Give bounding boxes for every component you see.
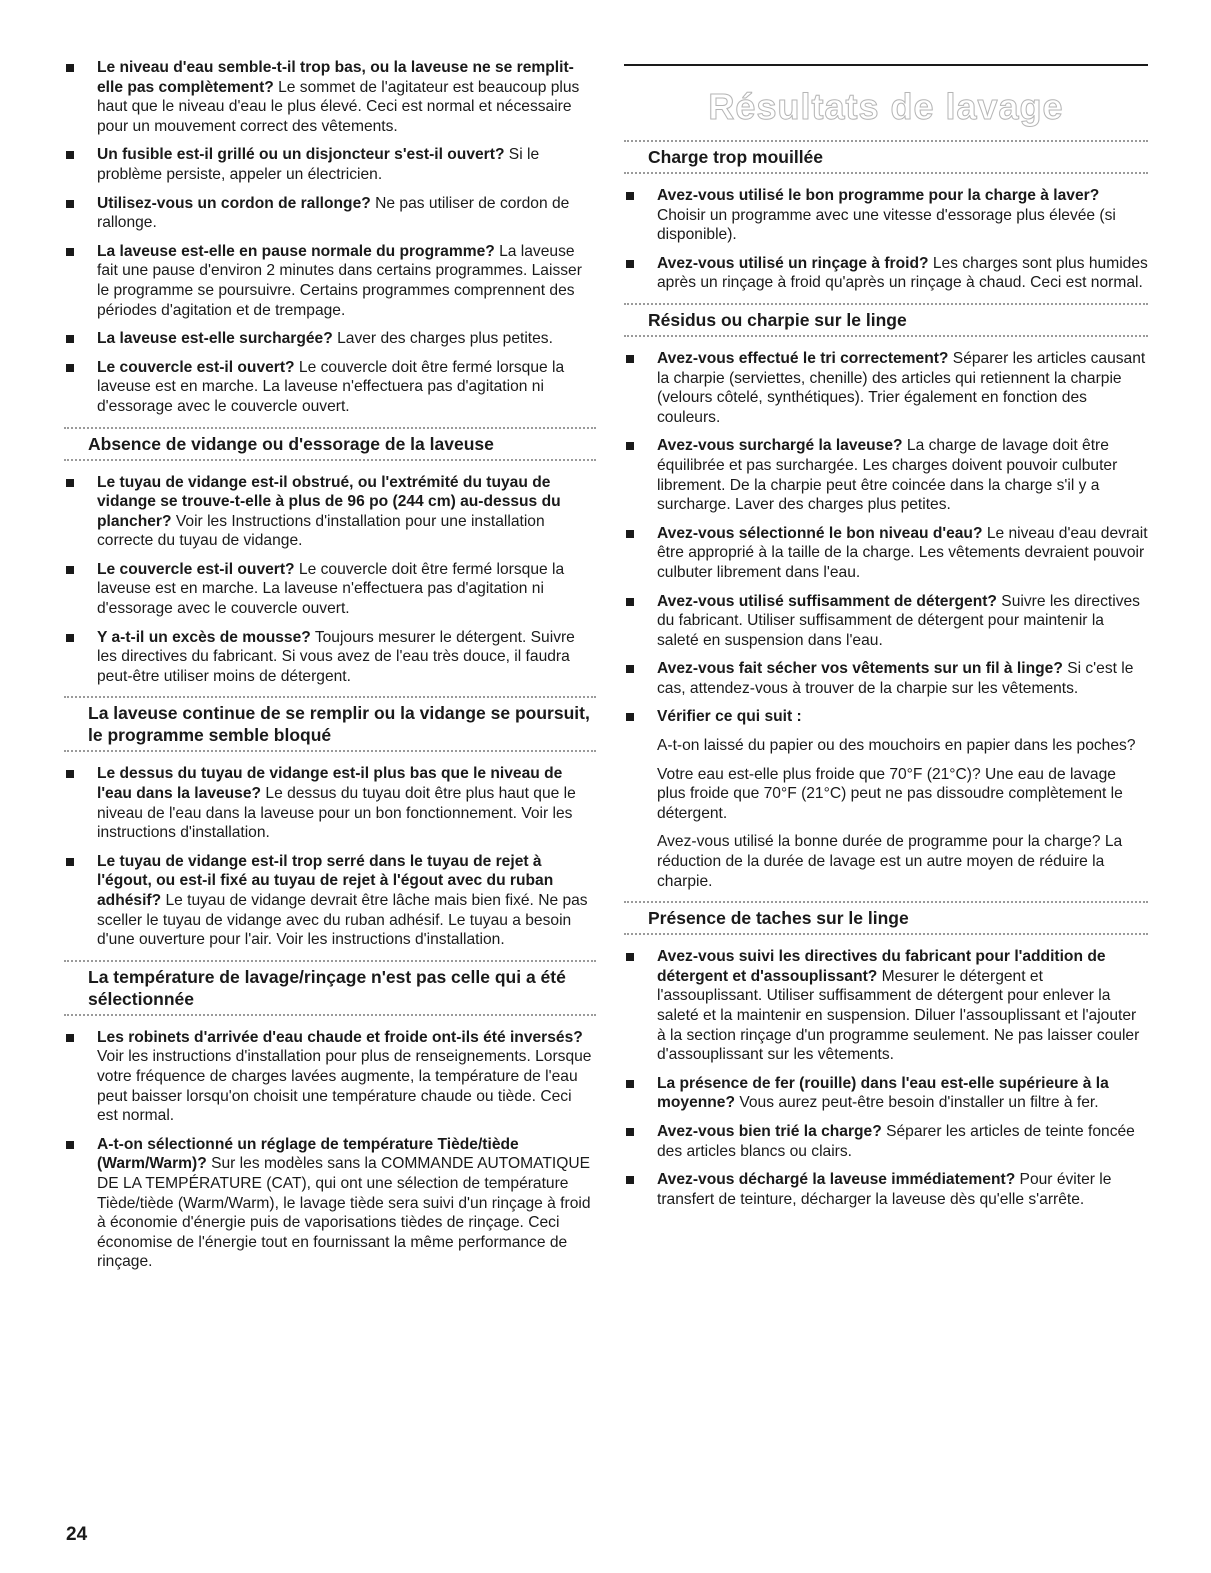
list-item <box>64 358 596 417</box>
item-question: Le niveau d'eau semble-t-il trop bas, ou la laveuse ne se remplit-elle pas complètement? <box>97 59 574 96</box>
list-item <box>624 524 1148 583</box>
item-question: Avez-vous utilisé un rinçage à froid? <box>657 254 929 272</box>
list-item <box>64 560 596 619</box>
bullet-icon <box>66 364 74 372</box>
item-question: Avez-vous sélectionné le bon niveau d'eau? <box>657 524 983 542</box>
item-question: La laveuse est-elle en pause normale du programme? <box>97 242 495 260</box>
bullet-icon <box>66 566 74 574</box>
list-item <box>64 1028 596 1126</box>
item-answer: Toujours mesurer le détergent. Suivre les directives du fabricant. Si vous avez de l'eau très douce, il faudra peut-être utiliser moins de détergent. <box>97 628 575 685</box>
section-heading-temperature <box>64 960 596 1016</box>
item-answer: Ne pas utiliser de cordon de rallonge. <box>97 194 570 232</box>
divider <box>64 1014 596 1016</box>
item-question: Avez-vous utilisé le bon programme pour la charge à laver? <box>657 187 1100 204</box>
list-item <box>624 947 1148 1065</box>
item-answer: Le niveau d'eau devrait être approprié à la taille de la charge. Les vêtements devraient pouvoir culbuter librement dans l'eau. <box>657 524 1148 581</box>
list-item <box>624 592 1148 651</box>
item-answer: Suivre les directives du fabricant. Utiliser suffisamment de détergent pour maintenir la saleté en suspension dans l'eau. <box>657 592 1140 649</box>
item-question: Utilisez-vous un cordon de rallonge? <box>97 194 371 212</box>
bullet-icon <box>66 248 74 256</box>
bullet-icon <box>66 770 74 778</box>
section-title: La température de lavage/rinçage n'est pas celle qui a été sélectionnée <box>88 966 566 1009</box>
bullet-icon <box>66 1141 74 1149</box>
paragraph: A-t-on laissé du papier ou des mouchoirs en papier dans les poches? <box>657 737 1136 755</box>
group-right-a <box>624 186 1148 293</box>
bullet-icon <box>66 335 74 343</box>
item-question: Le tuyau de vidange est-il trop serré dans le tuyau de rejet à l'égout, ou est-il fixé au tuyau de rejet à l'égout avec du ruban adhésif? <box>97 852 554 909</box>
item-answer: Le couvercle doit être fermé lorsque la laveuse est en marche. La laveuse n'effectuera pas d'agitation ni d'essorage avec le couvercle ouvert. <box>97 560 565 618</box>
item-question: Avez-vous déchargé la laveuse immédiatement? <box>657 1171 1016 1189</box>
item-question: A-t-on sélectionné un réglage de température Tiède/tiède (Warm/Warm)? <box>97 1135 519 1173</box>
item-question: Le couvercle est-il ouvert? <box>97 358 295 376</box>
bullet-icon <box>626 598 634 606</box>
item-answer: Laver des charges plus petites. <box>332 330 553 348</box>
list-item <box>64 329 596 349</box>
bullet-icon <box>66 64 74 72</box>
group-left-d <box>64 1028 596 1272</box>
bullet-icon <box>626 260 634 268</box>
item-answer: Si le problème persiste, appeler un électricien. <box>97 146 540 183</box>
section-heading-wet <box>624 140 1148 174</box>
list-item <box>624 349 1148 427</box>
bullet-icon <box>626 665 634 673</box>
bullet-icon <box>66 479 74 487</box>
item-answer: La charge de lavage doit être équilibrée et pas surchargée. Les charges doivent pouvoir culbuter librement. De la charpie peut être coincée dans la charge s'il y a surcharge. Laver des charges plus petites. <box>657 437 1118 514</box>
bullet-icon <box>66 200 74 208</box>
divider <box>624 172 1148 174</box>
list-item <box>624 436 1148 514</box>
group-left-b <box>64 473 596 687</box>
top-rule <box>624 64 1148 66</box>
section-title: Présence de taches sur le linge <box>648 908 909 929</box>
divider <box>624 933 1148 935</box>
section-heading-lint <box>624 303 1148 337</box>
section-title: Charge trop mouillée <box>648 147 824 167</box>
list-item <box>64 628 596 687</box>
item-answer: Voir les Instructions d'installation pour une installation correcte du tuyau de vidange. <box>97 512 545 550</box>
item-answer: Mesurer le détergent et l'assouplissant. Utiliser suffisamment de détergent pour enlever la saleté et la maintenir en suspension. Diluer l'assouplissant et l'ajouter à la section rinçage d'un programme seulement. Ne pas laisser couler d'assouplissant sur les vêtements. <box>657 967 1140 1064</box>
item-answer: Si c'est le cas, attendez-vous à trouver de la charpie sur les vêtements. <box>657 660 1134 697</box>
item-answer: La laveuse fait une pause d'environ 2 minutes dans certains programmes. Laisser le programme se poursuivre. Certains programmes comprennent des périodes d'agitation et de trempage. <box>97 242 582 319</box>
group-right-c <box>624 947 1148 1209</box>
section-title: Absence de vidange ou d'essorage de la laveuse <box>88 433 494 454</box>
item-question: Un fusible est-il grillé ou un disjoncteur s'est-il ouvert? <box>97 146 505 164</box>
bullet-icon <box>66 634 74 642</box>
list-item <box>64 852 596 950</box>
banner-title: Résultats de lavage <box>708 86 1064 127</box>
item-question: Avez-vous surchargé la laveuse? <box>657 437 903 455</box>
item-question: Y a-t-il un excès de mousse? <box>97 628 311 646</box>
item-question: Le couvercle est-il ouvert? <box>97 560 295 578</box>
bullet-icon <box>626 530 634 538</box>
list-item <box>624 1074 1148 1113</box>
item-question: Avez-vous effectué le tri correctement? <box>657 349 949 367</box>
group-left-c <box>64 764 596 949</box>
item-question: Avez-vous suivi les directives du fabricant pour l'addition de détergent et d'assouplissant? <box>657 948 1106 985</box>
section-heading-drain <box>64 427 596 461</box>
item-question: La laveuse est-elle surchargée? <box>97 330 333 348</box>
list-item <box>624 1170 1148 1209</box>
paragraph: Votre eau est-elle plus froide que 70°F (21°C)? Une eau de lavage plus froide que 70°F (21°C) peut ne pas dissoudre complètement le détergent. <box>657 765 1123 822</box>
list-item <box>624 254 1148 293</box>
bullet-icon <box>626 1128 634 1136</box>
section-heading-stains <box>624 901 1148 935</box>
item-answer: Séparer les articles de teinte foncée des articles blancs ou clairs. <box>657 1122 1135 1160</box>
item-question: La présence de fer (rouille) dans l'eau est-elle supérieure à la moyenne? <box>657 1074 1109 1112</box>
bullet-icon <box>626 1176 634 1184</box>
list-item <box>64 242 596 320</box>
item-question: Avez-vous bien trié la charge? <box>657 1122 882 1140</box>
section-title: La laveuse continue de se remplir ou la vidange se poursuit, le programme semble bloqué <box>88 703 590 746</box>
item-question: Le tuyau de vidange est-il obstrué, ou l'extrémité du tuyau de vidange se trouve-t-elle à plus de 96 po (244 cm) au-dessus du plancher? <box>97 473 561 530</box>
bullet-icon <box>626 1080 634 1088</box>
list-item <box>64 58 596 136</box>
item-answer: Le sommet de l'agitateur est beaucoup plus haut que le niveau d'eau le plus élevé. Ceci est normal et nécessaire pour un mouvement correct des vêtements. <box>97 78 580 135</box>
right-column <box>624 64 1148 1218</box>
item-answer: Les charges sont plus humides après un rinçage à froid qu'après un rinçage à chaud. Ceci est normal. <box>657 254 1148 292</box>
divider <box>64 459 596 461</box>
item-answer: Pour éviter le transfert de teinture, décharger la laveuse dès qu'elle s'arrête. <box>657 1171 1112 1208</box>
item-answer: Le couvercle doit être fermé lorsque la laveuse est en marche. La laveuse n'effectuera pas d'agitation ni d'essorage avec le couvercle ouvert. <box>97 358 565 415</box>
bullet-icon <box>626 355 634 363</box>
bullet-icon <box>66 1034 74 1042</box>
bullet-icon <box>66 858 74 866</box>
item-question: Avez-vous fait sécher vos vêtements sur un fil à linge? <box>657 660 1063 678</box>
item-answer: Vous aurez peut-être besoin d'installer un filtre à fer. <box>734 1094 1099 1112</box>
bullet-icon <box>626 953 634 961</box>
item-question: Les robinets d'arrivée d'eau chaude et froide ont-ils été inversés? <box>97 1028 583 1046</box>
section-heading-fill <box>64 696 596 752</box>
list-item <box>624 659 1148 698</box>
item-answer: Sur les modèles sans la COMMANDE AUTOMATIQUE DE LA TEMPÉRATURE (CAT), qui ont une sélection de température Tiède/tiède (Warm/Warm), le lavage tiède sera suivi d'un rinçage à froid à économie d'énergie puis de vaporisations tièdes de rinçage. Ceci économise de l'énergie tout en fournissant la même performance de rinçage. <box>97 1155 591 1271</box>
page-number: 24 <box>66 1524 88 1545</box>
group-right-b-paras <box>624 736 1148 891</box>
bullet-icon <box>626 442 634 450</box>
bullet-icon <box>66 151 74 159</box>
item-question: Vérifier ce qui suit : <box>657 708 802 726</box>
item-question: Le dessus du tuyau de vidange est-il plus bas que le niveau de l'eau dans la laveuse? <box>97 765 563 803</box>
list-item <box>64 194 596 233</box>
list-item <box>624 1122 1148 1161</box>
item-answer: Le dessus du tuyau doit être plus haut que le niveau de l'eau dans la laveuse pour un bon fonctionnement. Voir les instructions d'installation. <box>97 785 576 842</box>
item-answer: Le tuyau de vidange devrait être lâche mais bien fixé. Ne pas sceller le tuyau de vidange avec du ruban adhésif. Le tuyau a besoin d'une ouverture pour l'air. Voir les instructions d'installation. <box>97 892 588 949</box>
paragraph: Avez-vous utilisé la bonne durée de programme pour la charge? La réduction de la durée de lavage est un autre moyen de réduire la charpie. <box>657 833 1123 890</box>
list-item <box>624 186 1148 245</box>
section-title: Résidus ou charpie sur le linge <box>648 309 907 330</box>
list-item <box>64 1135 596 1272</box>
left-column <box>64 58 596 1281</box>
list-item <box>64 473 596 551</box>
divider <box>624 335 1148 337</box>
list-item <box>64 764 596 842</box>
bullet-icon <box>626 192 634 200</box>
item-answer: Séparer les articles causant la charpie (serviettes, chenille) des articles qui retiennent la charpie (velours côtelé, synthétiques). Trier également en fonction des couleurs. <box>657 349 1146 426</box>
bullet-icon <box>626 713 634 721</box>
group-right-b <box>624 349 1148 727</box>
item-answer: Choisir un programme avec une vitesse d'essorage plus élevée (si disponible). <box>657 206 1116 244</box>
group-left-a <box>64 58 596 417</box>
item-answer: Voir les instructions d'installation pour plus de renseignements. Lorsque votre fréquence de charges lavées augmente, la température de l'eau peut baisser lorsqu'on choisit une température chaude ou tiède. Ceci est normal. <box>97 1048 592 1125</box>
divider <box>64 750 596 752</box>
list-item <box>624 707 1148 727</box>
list-item <box>64 145 596 184</box>
item-question: Avez-vous utilisé suffisamment de détergent? <box>657 592 997 610</box>
